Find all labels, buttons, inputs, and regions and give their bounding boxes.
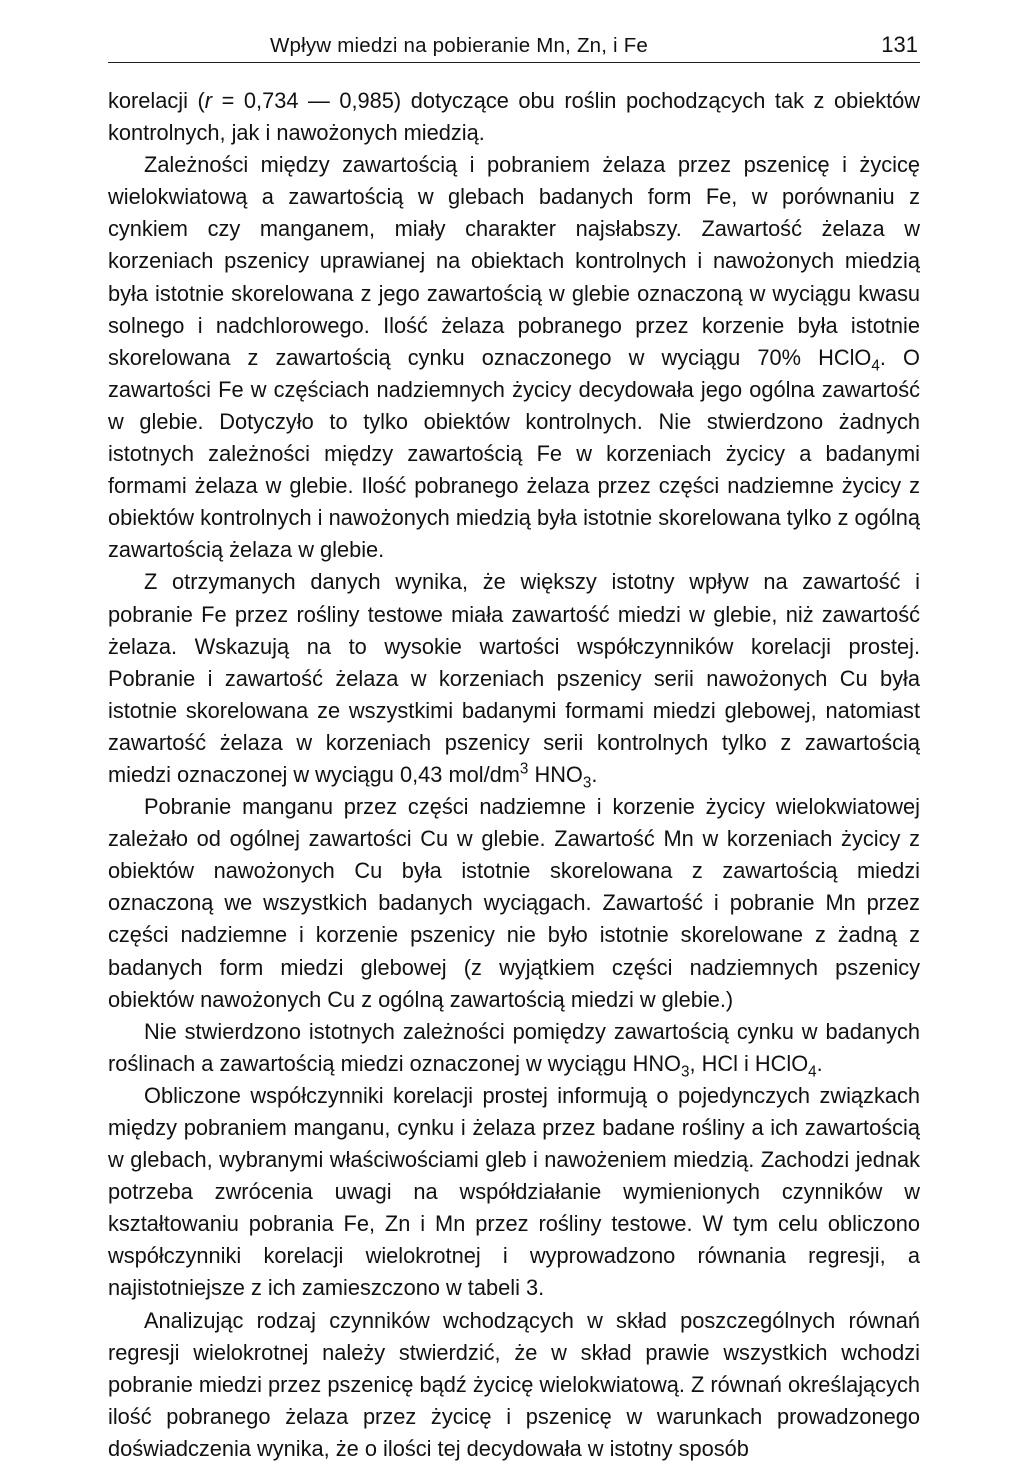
inline-sub: 3 bbox=[681, 1063, 690, 1081]
text-run: Obliczone współczynniki korelacji prostej informują o pojedynczych związkach między pobraniem manganu, cynku i żelaza przez badane rośliny a ich zawartością w glebach, wybranymi właściwościami gleb i nawożeniem miedzią. Zachodzi jednak potrzeba zwrócenia uwagi na współdziałanie wymienionych czynników w kształtowaniu pobrania Fe, Zn i Mn przez rośliny testowe. W tym celu obliczono współczynniki korelacji wielokrotnej i wyprowadzono równania regresji, a najistotniejsze z ich zamieszczono w tabeli 3. bbox=[108, 1082, 920, 1301]
page-number: 131 bbox=[881, 32, 918, 57]
paragraph bbox=[108, 1016, 920, 1080]
text-run: Pobranie manganu przez części nadziemne i korzenie życicy wielokwiatowej zależało od ogólnej zawartości Cu w glebie. Zawartość Mn w korzeniach życicy z obiektów nawożonych Cu była istotnie skorelowana z zawartością miedzi oznaczoną we wszystkich badanych wyciągach. Zawartość i pobranie Mn przez części nadziemne i korzenie pszenicy nie było istotnie skorelowane z żadną z badanych form miedzi glebowej (z wyjątkiem części nadziemnych pszenicy obiektów nawożonych Cu z ogólną zawartością miedzi w glebie.) bbox=[108, 794, 920, 1012]
text-run: Analizując rodzaj czynników wchodzących w skład poszczególnych równań regresji wielokrotnej należy stwierdzić, że w skład prawie wszystkich wchodzi pobranie miedzi przez pszenicę bądź życicę wielokwiatową. Z równań określających ilość pobranego żelaza przez życicę i pszenicę w warunkach prowadzonego doświadczenia wynika, że o ilości tej decydowała w istotny sposób bbox=[108, 1307, 920, 1461]
inline-italic: r bbox=[204, 88, 213, 113]
text-run: . bbox=[816, 1050, 823, 1076]
text-run: HNO bbox=[528, 761, 583, 787]
paragraph bbox=[108, 1080, 920, 1305]
inline-sub: 3 bbox=[582, 774, 592, 792]
paragraph bbox=[108, 791, 920, 1016]
text-run: , HCl i HClO bbox=[689, 1050, 809, 1076]
journal-page bbox=[108, 30, 920, 1465]
running-header bbox=[108, 30, 920, 63]
text-run: . bbox=[591, 761, 598, 787]
inline-sup: 3 bbox=[519, 760, 529, 778]
text-run: = 0,734 — 0,985) dotyczące obu roślin pochodzących tak z obiektów kontrolnych, jak i nawożonych miedzią. bbox=[108, 88, 921, 146]
inline-sub: 4 bbox=[808, 1063, 817, 1081]
text-run: Zależności między zawartością i pobraniem żelaza przez pszenicę i życicę wielokwiatową a zawartością w glebach badanych form Fe, w porównaniu z cynkiem czy manganem, miały charakter najsłabszy. Zawartość żelaza w korzeniach pszenicy uprawianej na obiektach kontrolnych i nawożonych miedzią była istotnie skorelowana z jego zawartością w glebie oznaczoną w wyciągu kwasu solnego i nadchlorowego. Ilość żelaza pobranego przez korzenie była istotnie skorelowana z zawartością cynku oznaczonego w wyciągu 70% HClO bbox=[108, 152, 920, 370]
paragraph bbox=[108, 85, 920, 149]
paragraph bbox=[108, 566, 920, 791]
running-title: Wpływ miedzi na pobieranie Mn, Zn, i Fe bbox=[269, 34, 649, 57]
text-run: korelacji ( bbox=[108, 88, 205, 113]
article-body bbox=[108, 85, 920, 1465]
text-run: Z otrzymanych danych wynika, że większy istotny wpływ na zawartość i pobranie Fe przez rośliny testowe miała zawartość miedzi w glebie, niż zawartość żelaza. Wskazują na to wysokie wartości współczynników korelacji prostej. Pobranie i zawartość żelaza w korzeniach pszenicy serii nawożonych Cu była istotnie skorelowana ze wszystkimi badanymi formami miedzi glebowej, natomiast zawartość żelaza w korzeniach pszenicy serii kontrolnych tylko z zawartością miedzi oznaczonej w wyciągu 0,43 mol/dm bbox=[108, 569, 920, 787]
paragraph bbox=[108, 1305, 920, 1465]
text-run: . O zawartości Fe w częściach nadziemnych życicy decydowała jego ogólna zawartość w glebie. Dotyczyło to tylko obiektów kontrolnych. Nie stwierdzono żadnych istotnych zależności między zawartością Fe w korzeniach życicy a badanymi formami żelaza w glebie. Ilość pobranego żelaza przez części nadziemne życicy z obiektów kontrolnych i nawożonych miedzią była istotnie skorelowana tylko z ogólną zawartością żelaza w glebie. bbox=[108, 344, 920, 563]
inline-sub: 4 bbox=[871, 357, 880, 375]
paragraph bbox=[108, 149, 920, 566]
text-run: Nie stwierdzono istotnych zależności pomiędzy zawartością cynku w badanych roślinach a zawartością miedzi oznaczonej w wyciągu HNO bbox=[108, 1018, 920, 1076]
